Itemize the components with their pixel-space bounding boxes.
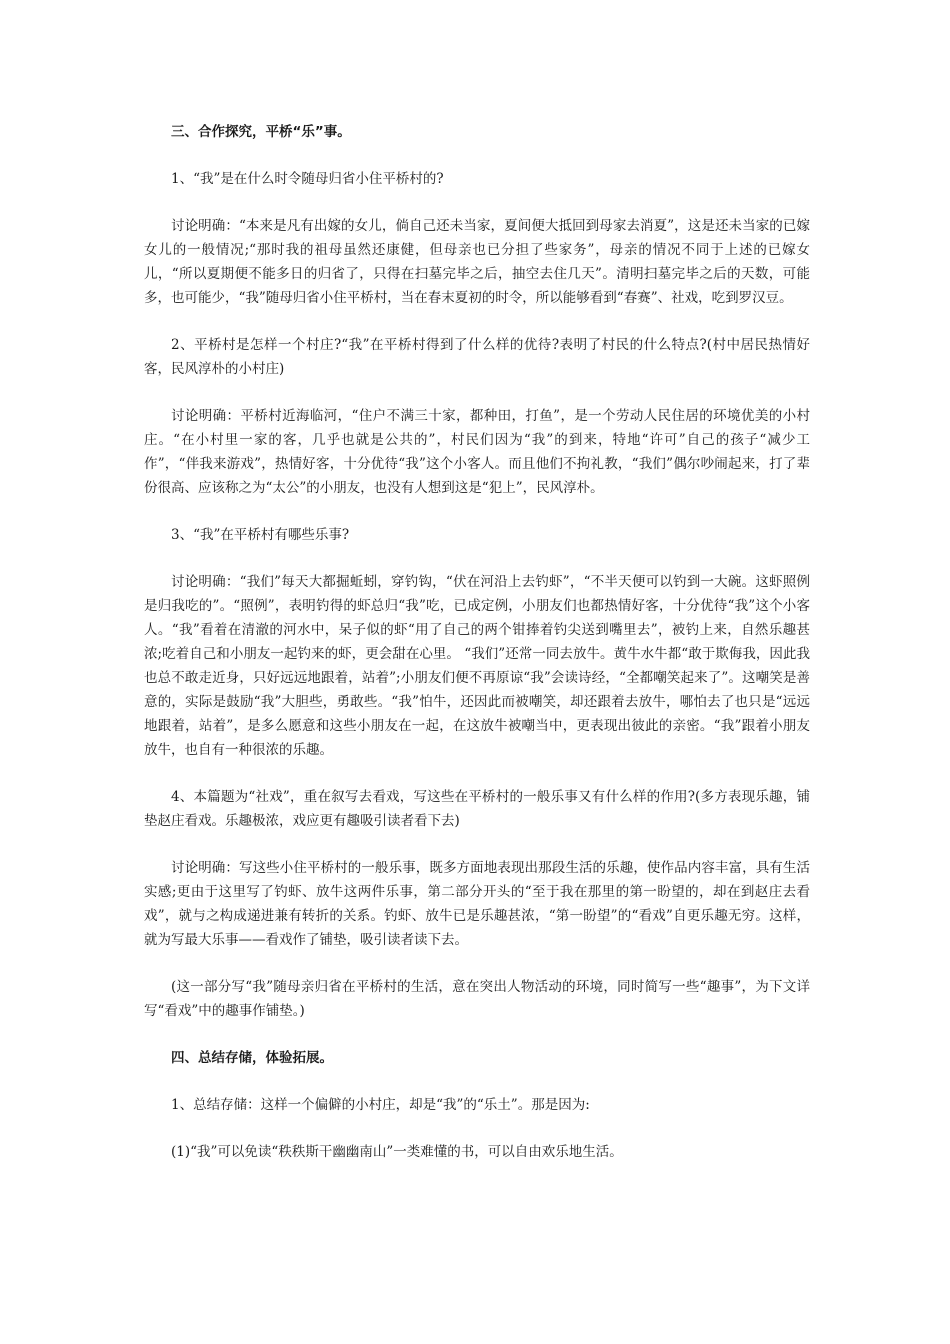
question-1: 1、“我”是在什么时令随母归省小住平桥村的? bbox=[171, 171, 444, 187]
answer-1: 讨论明确：“本来是凡有出嫁的女儿，倘自己还未当家，夏间便大抵回到母家去消夏”，这是还未当家的已嫁女儿的一般情况;“那时我的祖母虽然还康健，但母亲也已分担了些家务”，母亲的情况不同于上述的已嫁女儿，“所以夏期便不能多日的归省了，只得在扫墓完毕之后，抽空去住几天”。清明扫墓完毕之后的天数，可能多，也可能少，“我”随母归省小住平桥村，当在春末夏初的时令，所以能够看到“春赛”、社戏，吃到罗汉豆。 bbox=[144, 218, 810, 306]
answer-3: 讨论明确：“我们”每天大都掘蚯蚓，穿钓钩，“伏在河沿上去钓虾”，“不半天便可以钓到一大碗。这虾照例是归我吃的”。“照例”，表明钓得的虾总归“我”吃，已成定例，小朋友们也都热情好客，十分优待“我”这个小客人。“我”看着在清澈的河水中，呆子似的虾“用了自己的两个钳捧着钓尖送到嘴里去”，被钓上来，自然乐趣甚浓;吃着自己和小朋友一起钓来的虾，更会甜在心里。 “我们”还常一同去放牛。黄牛水牛都“敢于欺侮我，因此我也总不敢走近身，只好远远地跟着，站着”;小朋友们便不再原谅“我”会读诗经，“全都嘲笑起来了”。这嘲笑是善意的，实际是鼓励“我”大胆些，勇敢些。“我”怕牛，还因此而被嘲笑，却还跟着去放牛，哪怕去了也只是“远远地跟着，站着”，是多么愿意和这些小朋友在一起，在这放牛被嘲当中，更表现出彼此的亲密。“我”跟着小朋友放牛，也自有一种很浓的乐趣。 bbox=[144, 574, 810, 758]
section-3-heading: 三、合作探究，平桥“乐”事。 bbox=[171, 124, 351, 140]
summary-paragraph: 1、总结存储：这样一个偏僻的小村庄，却是“我”的“乐土”。那是因为: bbox=[171, 1097, 590, 1113]
question-4: 4、本篇题为“社戏”，重在叙写去看戏，写这些在平桥村的一般乐事又有什么样的作用?(多方表现乐趣，铺垫赵庄看戏。乐趣极浓，戏应更有趣吸引读者看下去) bbox=[144, 789, 810, 829]
question-3: 3、“我”在平桥村有哪些乐事? bbox=[171, 527, 350, 543]
answer-2: 讨论明确：平桥村近海临河，“住户不满三十家，都种田，打鱼”，是一个劳动人民住居的环境优美的小村庄。“在小村里一家的客，几乎也就是公共的”，村民们因为“我”的到来，特地“许可”自己的孩子“减少工作”，“伴我来游戏”，热情好客，十分优待“我”这个小客人。而且他们不拘礼教，“我们”偶尔吵闹起来，打了辈份很高、应该称之为“太公”的小朋友，也没有人想到这是“犯上”，民风淳朴。 bbox=[144, 408, 810, 496]
section-4-heading: 四、总结存储，体验拓展。 bbox=[171, 1050, 333, 1066]
question-2: 2、平桥村是怎样一个村庄?“我”在平桥村得到了什么样的优待?表明了村民的什么特点?(村中居民热情好客，民风淳朴的小村庄) bbox=[144, 337, 810, 377]
section-note: (这一部分写“我”随母亲归省在平桥村的生活，意在突出人物活动的环境，同时简写一些“趣事”，为下文详写“看戏”中的趣事作铺垫。) bbox=[144, 979, 810, 1019]
document-page bbox=[144, 120, 810, 1187]
answer-4: 讨论明确：写这些小住平桥村的一般乐事，既多方面地表现出那段生活的乐趣，使作品内容丰富，具有生活实感;更由于这里写了钓虾、放牛这两件乐事，第二部分开头的“至于我在那里的第一盼望的，却在到赵庄去看戏”，就与之构成递进兼有转折的关系。钓虾、放牛已是乐趣甚浓，“第一盼望”的“看戏”自更乐趣无穷。这样，就为写最大乐事——看戏作了铺垫，吸引读者读下去。 bbox=[144, 860, 810, 948]
summary-point-1: (1)“我”可以免读“秩秩斯干幽幽南山”一类难懂的书，可以自由欢乐地生活。 bbox=[171, 1144, 623, 1160]
